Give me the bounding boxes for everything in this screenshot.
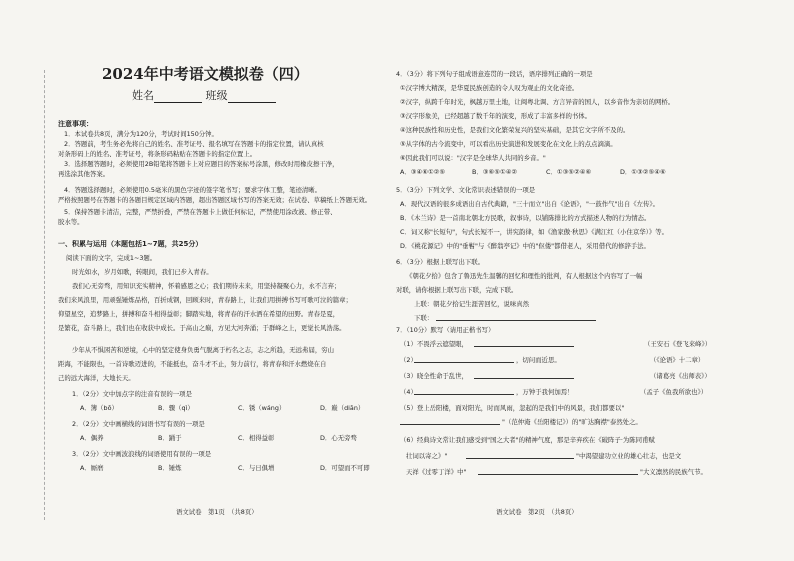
note-line: 胶水等。 [58,218,84,226]
dictation-line: （2） [400,356,417,364]
passage-line: 少年从不惧困苦和逆境，心中的坚定使身负勇气脱离于朽名之志，志之所趋，无远弗届，穷山 [72,346,335,354]
sentence-item: ⑤从字体的古今流变中，可以看出历史演进和发展变化在文化上的点点滴滴。 [400,140,617,148]
binding-line [44,70,45,520]
question-stem: 2．（2分）文中画横线的词语书写有误的一项是 [72,420,205,428]
option-c[interactable]: C．相得益彰 [238,434,275,442]
sentence-item: ④这种民族性和历史性，是我们文化繁荣复兴的坚实基础，是其它文字所不及的。 [400,126,630,134]
option-d[interactable]: D．《桃花源记》中的"垂髫"与《醉翁亭记》中的"伛偻"都借老人，采用借代的修辞手法。 [400,242,650,250]
sentence-item: ③汉字形象美，已经超越了数千年的演变，形成了丰富多样的书体。 [400,112,592,120]
option-d[interactable]: D．心无旁骛 [320,434,357,442]
note-line: 再选涂其他答案。 [58,170,110,178]
page-footer: 语文试卷 第2页 （共8页） [496,508,578,516]
option-a[interactable]: A．现代汉语的很多成语出自古代典籍，"三十而立"出自《论语》，"一鼓作气"出自《左传》。 [400,200,659,208]
answer-blank[interactable] [466,458,574,459]
answer-blank[interactable] [474,378,574,379]
section-heading: 一、积累与运用（本题包括1~7题，共25分） [58,240,203,248]
question-stem: 6．（3分）根据上联写出下联。 [396,258,485,266]
option-d[interactable]: D．可望而不可即 [320,464,370,472]
option-c[interactable]: C．①③⑤②④⑥ [546,168,592,176]
dictation-line: （1）不畏浮云遮望眼， [400,340,468,348]
answer-blank[interactable] [474,346,574,347]
page-footer: 语文试卷 第1页 （共8页） [176,508,258,516]
sentence-item: ⑥因此我们可以说："汉字是全球华人共同的乡音。" [400,154,546,162]
lower-couplet-answer-line[interactable] [436,320,596,321]
source-citation: （诸葛亮《出师表》） [650,372,711,380]
dictation-line: （3）晓全性命于乱世， [400,372,468,380]
option-d[interactable]: D．巅（diān） [320,404,365,412]
question-stem: 5．（3分）下列文学、文化常识表述错误的一项是 [396,186,536,194]
option-a[interactable]: A．偶养 [80,434,104,442]
dictation-line: 壮词以寄之》" [406,452,448,460]
note-line: 2．答题前，考生务必先将自己的姓名、准考证号、报名填写在答题卡的指定位置，请认真核 [64,140,324,148]
option-d[interactable]: D．①③②⑤④⑥ [620,168,666,176]
option-b[interactable]: B．《木兰诗》是一首南北朝北方民歌，叙事诗，以铺陈排比的方式描述人物的行为情态。 [400,214,651,222]
passage-line: 时光如水，岁月如歌，转眼间，我们已步入青春。 [72,268,213,276]
question-text: 对联，请你根据上联写出下联，完成下联。 [396,286,518,294]
answer-blank[interactable] [478,474,638,475]
question-stem: 7．（10分）默写（请用正楷书写） [396,326,495,334]
left-column [58,0,378,561]
passage-line: 我们来风浪里，用顽强锤炼品格，百折成钢，回顾来时，青春路上，让我们用拼搏书写可歌可泣的篇章； [58,296,352,304]
question-stem: 1．（2分）文中加点字的注音有误的一项是 [72,390,192,398]
option-a[interactable]: A．③④⑥①②⑤ [400,168,446,176]
note-line: 3．选择题答题时，必须使用2B铅笔将答题卡上对应题目的答案标号涂黑，修改时用橡皮擦干净， [64,160,339,168]
option-b[interactable]: B．锤炼 [158,464,182,472]
instruction: 阅读下面的文字，完成1~3题。 [66,254,157,262]
source-citation: （孟子《鱼我所欲也》） [640,388,708,396]
option-a[interactable]: A．簿（bō） [80,404,118,412]
answer-blank[interactable] [414,394,514,395]
question-stem: 4．（3分）将下列句子组成语意连贯的一段话，语序排列正确的一项是 [396,70,593,78]
note-line: 对条形码上的姓名、准考证号，将条形码粘贴在答题卡的指定位置上。 [58,150,257,158]
question-text: 《朝花夕拾》包含了鲁迅先生温馨的回忆和理性的批判，有人根据这个内容写了一幅 [406,272,643,280]
passage-line: 我们心无旁骛，用知识充实精神，怀着感恩之心；我们期待未来，用坚持凝聚心力，永不言弃； [72,282,341,290]
sentence-item: ②汉字，纵跨千年时光，枫越万里土地，让闽粤北调、方言异音的国人，以乡音作为亲切的网桥。 [400,98,675,106]
option-c[interactable]: C．与日俱增 [238,464,275,472]
right-column [396,0,730,561]
dictation-line: "中渴望建功立业的雄心壮志，也是文 [576,452,682,460]
dictation-line: "（范仲淹《岳阳楼记》）的"旷达胸襟"泰然处之。 [502,418,642,426]
passage-line: 己的远大海洋，大地长天。 [58,374,135,382]
class-field[interactable] [228,102,276,103]
name-field[interactable] [154,102,202,103]
option-b[interactable]: B．骤（qì） [158,404,194,412]
option-b[interactable]: B．踊于 [158,434,182,442]
sentence-item: ①汉字博大精深，是华夏民族创造的令人叹为观止的文化奇迹。 [400,84,579,92]
passage-line: 仰望星空，追梦路上，拼搏和奋斗相得益彰；脚踏实地，将青春的汗水洒在希望的田野。青春是夏， [58,310,340,318]
class-label: 班级 [205,89,228,102]
note-line: 5．保持答题卡清洁，完整，严禁折叠，严禁在答题卡上做任何标记，严禁使用涂改液、修正带、 [64,208,337,216]
source-citation: （《论语》十二章） [650,356,705,364]
notes-title: 注意事项： [58,120,93,128]
upper-couplet: 上联：朝花夕拾记生涯苦回忆，说味真然 [414,300,530,308]
option-b[interactable]: B．③⑥⑤①④② [472,168,518,176]
source-citation: （王安石《登飞来峰》） [644,340,712,348]
option-c[interactable]: C．锈（wáng） [238,404,286,412]
dictation-line: ，切问而近思。 [516,356,561,364]
answer-blank[interactable] [414,362,514,363]
passage-line: 是繁花，奋斗路上，我们也在收获中成长。于高山之巅，方见大河奔涌；于群峰之上，更觉长风浩荡。 [58,324,346,332]
name-label: 姓名 [132,89,154,102]
option-a[interactable]: A．厮磨 [80,464,104,472]
note-line: 1．本试卷共8页，满分为120分，考试时间150分钟。 [64,130,218,138]
dictation-line: （4） [400,388,417,396]
note-line: 严格按照题号在答题卡的各题目规定区域内答题，超出答题区域书写的答案无效；在试卷、草稿纸上答题无效。 [58,196,372,204]
note-line: 4．答题选择题时，必须使用0.5毫米的黑色字迹的签字笔书写；要求字体工整，笔迹清晰。 [64,186,322,194]
question-stem: 3．（2分）文中画波浪线的词语使用有误的一项是 [72,450,212,458]
dictation-line: ，万钟于我何加焉！ [516,388,574,396]
exam-title: 2024年中考语文模拟卷（四） [102,65,309,83]
dictation-line: （5）登上岳阳楼，面对阳光，时而风雨，忽起的是我们中的风景，我们都要以" [400,404,625,412]
dictation-line: （6）经典诗文常让我们感受到"国之大者"的精神气度，那是辛弃疾在《破阵子·为陈同甫赋 [400,436,655,444]
dictation-line: 天祥《过零丁洋》中" [406,468,467,476]
passage-line: 距海，不能限也，一首诗歌迈进的，不能抵也，奋斗才不止，努力前行，将青春和汗水燃烧在自 [58,360,327,368]
student-info-row [132,89,276,103]
answer-blank[interactable] [400,424,500,425]
lower-couplet-label: 下联： [414,314,434,322]
option-c[interactable]: C．词又称"长短句"，句式长短不一，讲究韵律，如《渔家傲·秋思》《满江红（小住京华）》等。 [400,228,668,236]
dictation-line: "大义凛然的民族气节。 [640,468,707,476]
